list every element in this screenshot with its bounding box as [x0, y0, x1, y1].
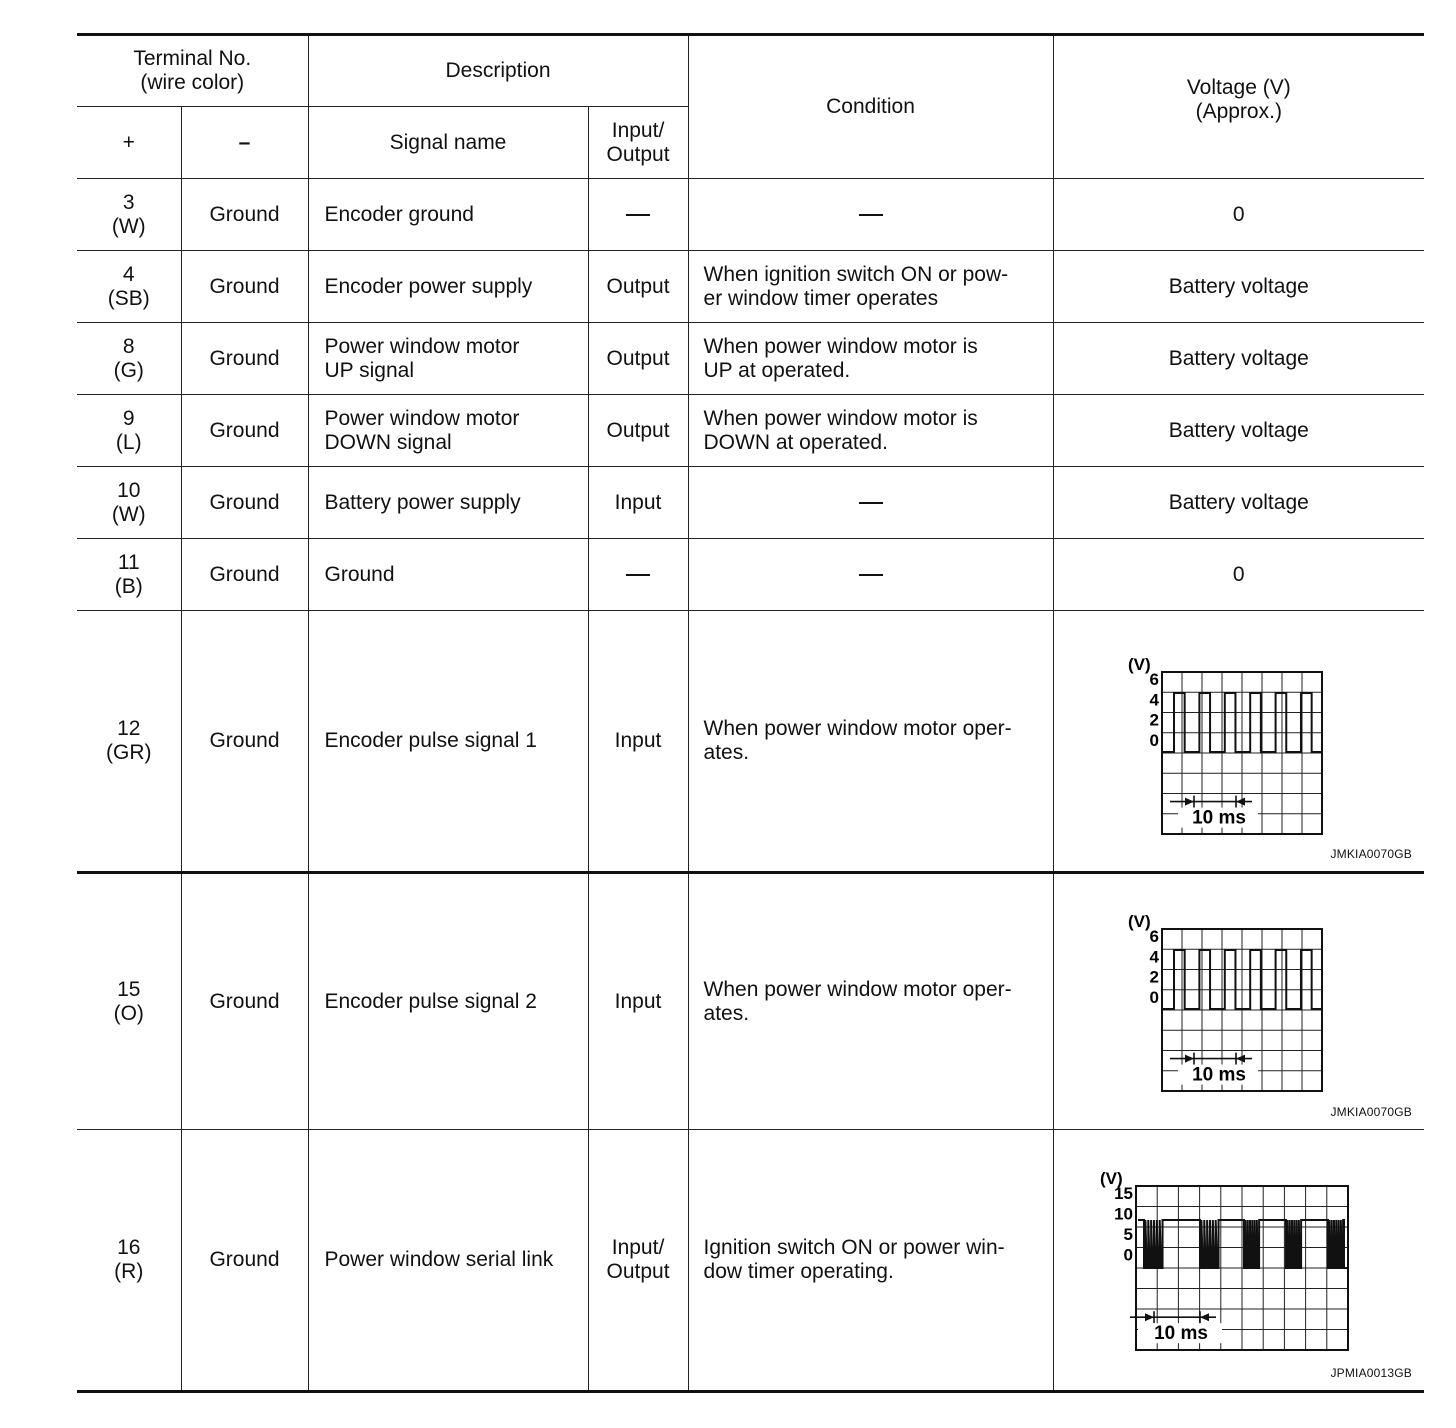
input-output: Input: [588, 873, 688, 1130]
scope-tick-label: 10: [1113, 1204, 1133, 1224]
table-row: [77, 467, 1424, 539]
scope-time-label: 10 ms: [1191, 807, 1246, 829]
terminal-number: 3 (W): [77, 179, 181, 251]
table-row: [77, 873, 1424, 1130]
input-output: Output: [588, 395, 688, 467]
voltage-cell: Battery voltage: [1053, 251, 1424, 323]
time-marker: [1130, 1311, 1216, 1323]
scope-tick-label: 6: [1149, 670, 1159, 690]
condition: [688, 467, 1053, 539]
input-output: Output: [588, 323, 688, 395]
table-row: [77, 323, 1424, 395]
table-row: [77, 539, 1424, 611]
terminal-number: 15 (O): [77, 873, 181, 1130]
signal-name: Battery power supply: [308, 467, 588, 539]
signal-name: Power window motor DOWN signal: [308, 395, 588, 467]
voltage-scope-cell: [1053, 611, 1424, 873]
header-description: Description: [308, 35, 688, 107]
voltage-cell: 0: [1053, 179, 1424, 251]
scope-unit-label: (V): [1099, 1172, 1123, 1188]
table-row: [77, 179, 1424, 251]
terminal-number: 11 (B): [77, 539, 181, 611]
oscilloscope-waveform: [1124, 655, 1332, 838]
input-output: Input: [588, 467, 688, 539]
table-row: [77, 251, 1424, 323]
signal-name: Encoder pulse signal 1: [308, 611, 588, 873]
terminal-table: [77, 33, 1424, 1393]
figure-id: JMKIA0070GB: [1330, 1105, 1413, 1119]
terminal-number: 9 (L): [77, 395, 181, 467]
scope-tick-label: 2: [1149, 710, 1159, 730]
minus-terminal: Ground: [181, 873, 308, 1130]
input-output: Input/ Output: [588, 1130, 688, 1392]
input-output: Input: [588, 611, 688, 873]
terminal-number: 8 (G): [77, 323, 181, 395]
terminal-number: 4 (SB): [77, 251, 181, 323]
signal-name: Encoder pulse signal 2: [308, 873, 588, 1130]
header-terminal: Terminal No. (wire color): [77, 35, 308, 107]
minus-terminal: Ground: [181, 323, 308, 395]
header-signal-name: Signal name: [308, 107, 588, 179]
header-io: Input/ Output: [588, 107, 688, 179]
input-output: Output: [588, 251, 688, 323]
table-row: [77, 1130, 1424, 1392]
minus-terminal: Ground: [181, 251, 308, 323]
scope-tick-label: 0: [1123, 1245, 1133, 1265]
scope-tick-label: 4: [1149, 947, 1159, 967]
scope-unit-label: (V): [1127, 655, 1151, 674]
voltage-cell: Battery voltage: [1053, 395, 1424, 467]
voltage-cell: Battery voltage: [1053, 467, 1424, 539]
oscilloscope-waveform: [1100, 1172, 1358, 1354]
dash-mark: [626, 214, 650, 216]
condition: Ignition switch ON or power win- dow timer operating.: [688, 1130, 1053, 1392]
scope-time-label: 10 ms: [1153, 1323, 1208, 1345]
condition: When ignition switch ON or pow- er window timer operates: [688, 251, 1053, 323]
dash-mark: [859, 502, 883, 504]
signal-name: Power window serial link: [308, 1130, 588, 1392]
signal-name: Ground: [308, 539, 588, 611]
table-row: [77, 395, 1424, 467]
voltage-cell: Battery voltage: [1053, 323, 1424, 395]
condition: When power window motor is DOWN at operated.: [688, 395, 1053, 467]
header-voltage: Voltage (V) (Approx.): [1053, 35, 1424, 179]
dash-mark: [859, 574, 883, 576]
header-condition: Condition: [688, 35, 1053, 179]
condition: [688, 179, 1053, 251]
scope-time-label: 10 ms: [1191, 1064, 1246, 1086]
dash-mark: [859, 214, 883, 216]
terminal-number: 12 (GR): [77, 611, 181, 873]
voltage-cell: 0: [1053, 539, 1424, 611]
oscilloscope-waveform: [1124, 912, 1332, 1095]
input-output: [588, 539, 688, 611]
minus-terminal: Ground: [181, 611, 308, 873]
scope-unit-label: (V): [1127, 912, 1151, 931]
scope-tick-label: 6: [1149, 927, 1159, 947]
voltage-scope-cell: [1053, 1130, 1424, 1392]
minus-terminal: Ground: [181, 539, 308, 611]
input-output: [588, 179, 688, 251]
terminal-number: 10 (W): [77, 467, 181, 539]
condition: When power window motor oper- ates.: [688, 873, 1053, 1130]
table-row: [77, 611, 1424, 873]
condition: When power window motor oper- ates.: [688, 611, 1053, 873]
dash-mark: [626, 574, 650, 576]
signal-name: Encoder power supply: [308, 251, 588, 323]
signal-name: Encoder ground: [308, 179, 588, 251]
scope-tick-label: 5: [1123, 1225, 1133, 1245]
figure-id: JMKIA0070GB: [1330, 847, 1413, 861]
minus-terminal: Ground: [181, 395, 308, 467]
minus-terminal: Ground: [181, 179, 308, 251]
scope-tick-label: 15: [1113, 1184, 1133, 1204]
header-plus: +: [77, 107, 181, 179]
voltage-scope-cell: [1053, 873, 1424, 1130]
scope-tick-label: 4: [1149, 690, 1159, 710]
signal-name: Power window motor UP signal: [308, 323, 588, 395]
condition: [688, 539, 1053, 611]
scope-tick-label: 2: [1149, 967, 1159, 987]
scope-tick-label: 0: [1149, 730, 1159, 750]
terminal-number: 16 (R): [77, 1130, 181, 1392]
figure-id: JPMIA0013GB: [1330, 1366, 1413, 1380]
minus-terminal: Ground: [181, 1130, 308, 1392]
scope-tick-label: 0: [1149, 987, 1159, 1007]
header-minus: –: [181, 107, 308, 179]
minus-terminal: Ground: [181, 467, 308, 539]
condition: When power window motor is UP at operated.: [688, 323, 1053, 395]
